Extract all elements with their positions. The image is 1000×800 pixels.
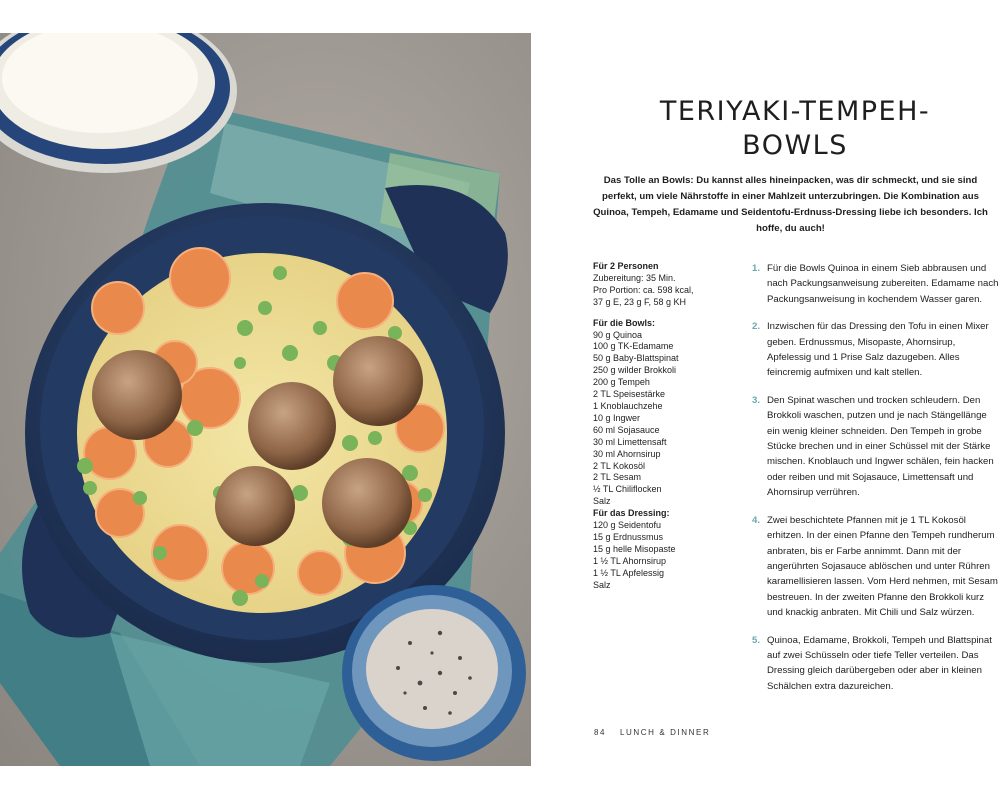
step-text: Quinoa, Edamame, Brokkoli, Tempeh und Blattspinat auf zwei Schüsseln oder tiefe Teller verteilen. Das Dressing gleich darübergeben oder aber in kleinen Schälchen extra dazureichen.: [767, 634, 992, 692]
ingredient-item: 50 g Baby-Blattspinat: [593, 353, 679, 364]
recipe-title-line-2: BOWLS: [742, 130, 848, 161]
step-item: [752, 633, 1000, 695]
food-photo: [0, 33, 531, 766]
step-number: 5.: [752, 634, 761, 646]
step-number: 3.: [752, 394, 761, 406]
ingredient-item: 1 Knoblauchzehe: [593, 400, 663, 411]
step-item: [752, 319, 1000, 381]
ingredient-item: 250 g wilder Brokkoli: [593, 365, 677, 376]
recipe-intro: Das Tolle an Bowls: Du kannst alles hineinpacken, was dir schmeckt, und sie sind perfekt, um viele Nährstoffe in einer Mahlzeit unterzubringen. Die Kombination aus Quinoa, Tempeh, Edamame und Seidentofu-Erdnuss-Dressing liebe ich besonders. Ich hoffe, du auch!: [593, 175, 988, 234]
ingredient-item: 200 g Tempeh: [593, 377, 650, 388]
ingredient-item: Salz: [593, 579, 611, 590]
ingredient-item: 15 g Erdnussmus: [593, 531, 664, 542]
ingredient-item: 120 g Seidentofu: [593, 520, 662, 531]
step-item: [752, 513, 1000, 621]
step-number: 2.: [752, 321, 761, 333]
servings-label: Für 2 Personen: [593, 261, 659, 271]
step-text: Den Spinat waschen und trocken schleudern. Den Brokkoli waschen, putzen und je nach Stängellänge ein wenig kleiner schneiden. Den Tempeh in grobe Stücke brechen und in einer Schüssel mit der Stärke mischen. Knoblauch und Ingwer schälen, fein hacken oder reiben und mit Sojasauce, Limettensaft und Ahornsirup verrühren.: [767, 394, 994, 499]
recipe-title-line-1: TERIYAKI-TEMPEH-: [659, 96, 931, 127]
ingredient-item: 90 g Quinoa: [593, 329, 643, 340]
meta-line: Pro Portion: ca. 598 kcal,: [593, 284, 694, 295]
meta-line: 37 g E, 23 g F, 58 g KH: [593, 296, 687, 307]
step-item: [752, 261, 1000, 307]
step-text: Für die Bowls Quinoa in einem Sieb abbrausen und nach Packungsanweisung zubereiten. Edamame nach Packungsanweisung in kochendem Wasser garen.: [767, 263, 999, 305]
step-text: Inzwischen für das Dressing den Tofu in einen Mixer geben. Erdnussmus, Misopaste, Ahornsirup, Apfelessig und 1 Prise Salz dazugeben. Alles feincremig aufmixen und kalt stellen.: [767, 321, 989, 379]
step-list: [752, 261, 1000, 706]
ingredient-item: 30 ml Limettensaft: [593, 436, 667, 447]
meta-line: Zubereitung: 35 Min.: [593, 272, 676, 283]
food-photo-icon: [0, 33, 531, 766]
recipe-title: [600, 95, 990, 163]
bowls-heading: Für die Bowls:: [593, 317, 656, 328]
step-number: 4.: [752, 514, 761, 526]
ingredient-item: 1 ½ TL Ahornsirup: [593, 555, 667, 566]
ingredient-item: 100 g TK-Edamame: [593, 341, 674, 352]
ingredient-item: ½ TL Chiliflocken: [593, 484, 662, 495]
page-number: 84: [594, 728, 607, 737]
ingredient-list: [593, 261, 733, 591]
step-text: Zwei beschichtete Pfannen mit je 1 TL Kokosöl erhitzen. In der einen Pfanne den Tempeh rundherum anbraten, bis er Farbe annimmt. Dann mit der angerührten Sojasauce ablöschen und unter Rühren karamellisieren lassen. Vom Herd nehmen, mit Sesam bestreuen. In der zweiten Pfanne den Brokkoli kurz und knackig anbraten. Mit Chili und Salz würzen.: [767, 514, 998, 619]
ingredient-item: 30 ml Ahornsirup: [593, 448, 661, 459]
ingredient-item: 10 g Ingwer: [593, 412, 641, 423]
ingredient-item: Salz: [593, 496, 611, 507]
step-item: [752, 393, 1000, 501]
ingredient-item: 60 ml Sojasauce: [593, 424, 660, 435]
section-name: LUNCH & DINNER: [619, 728, 711, 737]
step-number: 1.: [752, 263, 761, 274]
ingredient-item: 2 TL Speisestärke: [593, 389, 666, 400]
page-footer: [594, 728, 710, 737]
ingredient-item: 2 TL Kokosöl: [593, 460, 646, 471]
ingredient-item: 15 g helle Misopaste: [593, 543, 676, 554]
dressing-heading: Für das Dressing:: [593, 508, 670, 519]
ingredient-item: 2 TL Sesam: [593, 472, 642, 483]
ingredient-item: 1 ½ TL Apfelessig: [593, 567, 665, 578]
